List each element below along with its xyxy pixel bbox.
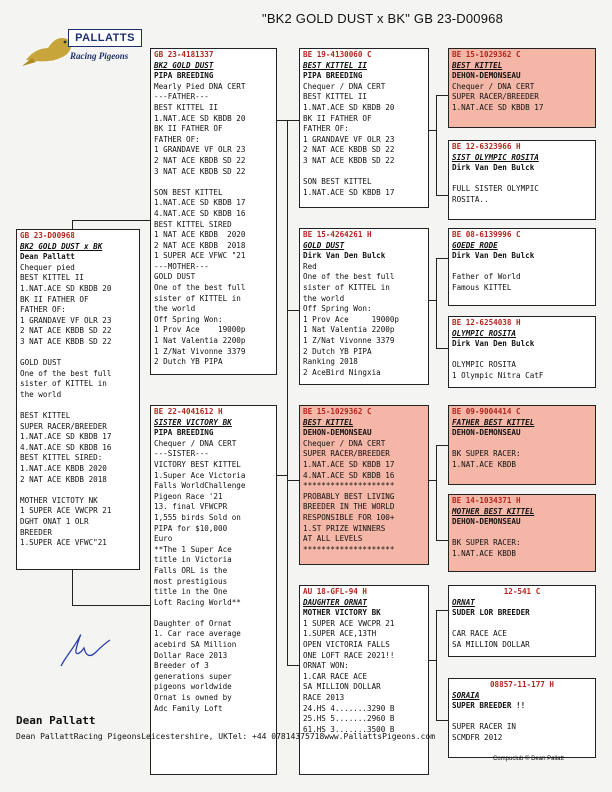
ggp-box-7 [448, 585, 596, 657]
detail-line: acebird SA Million [154, 640, 237, 650]
detail-line: BREEDER IN THE WORLD [303, 502, 395, 512]
ggp-details [452, 598, 592, 651]
detail-line: 1 SUPER ACE VWCPR 21 [20, 506, 112, 516]
detail-line: 1 Nat Valentia 2200p [303, 325, 395, 335]
ggp-box-5 [448, 405, 596, 485]
detail-line: DGHT ONAT 1 OLR [20, 517, 89, 527]
detail-line: BEST KITTEL [303, 417, 354, 427]
detail-line: SUPER RACER/BREEDER [20, 421, 107, 431]
detail-line [154, 177, 273, 188]
detail-line: Famous KITTEL [452, 282, 512, 292]
detail-line: sister of KITTEL in [154, 293, 241, 303]
detail-line: 1 GRANDAVE VF OLR 23 [303, 134, 395, 144]
detail-line: 3 NAT ACE KBDB SD 22 [20, 336, 112, 346]
detail-line: 1.NAT.ACE SD KBDB 20 [20, 283, 112, 293]
detail-line: 4.NAT.ACE SD KBDB 16 [303, 470, 395, 480]
detail-line [452, 712, 592, 723]
detail-line: MOTHER VICTOTY NK [20, 495, 98, 505]
detail-line: BK SUPER RACER: [452, 449, 521, 459]
detail-line: One of the best full [303, 272, 395, 282]
detail-line: SIST OLYMPIC ROSITA [452, 152, 539, 162]
detail-line: most prestigious [154, 576, 228, 586]
detail-line: Mearly Pied DNA CERT [154, 81, 246, 91]
detail-line: DEHON-DEMONSEAU [452, 428, 521, 438]
pedigree-title: "BK2 GOLD DUST x BK" GB 23-D00968 [262, 11, 504, 26]
detail-line: the world [303, 293, 345, 303]
detail-line: Breeder of 3 [154, 661, 209, 671]
detail-line: ROSITA.. [452, 194, 489, 204]
detail-line: 2 NAT ACE KBDB SD 22 [154, 155, 246, 165]
detail-line: GOLD DUST [303, 240, 345, 250]
detail-line: Dollar Race 2013 [154, 650, 228, 660]
detail-line: BK2 GOLD DUST x BK [20, 241, 103, 251]
detail-line: 1.NAT.ACE KBDB [452, 548, 517, 558]
detail-line: PIPA for $10,000 [154, 523, 228, 533]
detail-line: 61.HS 3.......3500 B [303, 724, 395, 734]
detail-line: 1 GRANDAVE VF OLR 23 [154, 145, 246, 155]
detail-line: GOLD DUST [154, 272, 196, 282]
detail-line: 1.ST PRIZE WINNERS [303, 523, 386, 533]
detail-line: Daughter of Ornat [154, 618, 232, 628]
detail-line [303, 167, 425, 178]
sire-details [154, 61, 273, 368]
detail-line: 1.NAT.ACE SD KBDB 17 [303, 187, 395, 197]
detail-line: ******************** [303, 544, 395, 554]
detail-line [452, 528, 592, 539]
detail-line: FATHER OF: [303, 124, 349, 134]
detail-line: 1 GRANDAVE VF OLR 23 [20, 315, 112, 325]
detail-line: 13. final VFWCPR [154, 502, 228, 512]
detail-line: www.PallattsPigeons.com [324, 731, 436, 741]
detail-line: AT ALL LEVELS [303, 534, 363, 544]
detail-line: the world [154, 304, 196, 314]
detail-line [452, 350, 592, 361]
detail-line: SUPER RACER/BREEDER [452, 92, 539, 102]
detail-line: DAUGHTER ORNAT [303, 597, 368, 607]
ggp-ring: BE 15-1029362 C [452, 50, 521, 59]
ggp-ring: BE 12-6323966 H [452, 142, 521, 151]
detail-line: SUPER BREEDER !! [452, 701, 526, 711]
detail-line: Chequer pied [20, 262, 75, 272]
detail-line: 1.SUPER ACE,13TH [303, 629, 377, 639]
ggp-box-1 [448, 48, 596, 128]
detail-line: Falls ORL is the [154, 565, 228, 575]
detail-line [20, 348, 136, 359]
detail-line [452, 439, 592, 450]
detail-line: Off Spring Won: [303, 304, 372, 314]
detail-line: Tel: +44 07814375718 [227, 731, 325, 741]
detail-line: Ranking 2018 [303, 357, 358, 367]
detail-line: Dean Pallatt [16, 731, 74, 741]
detail-line: ******************** [303, 481, 395, 491]
detail-line: FATHER OF: [20, 305, 66, 315]
detail-line: FATHER BEST KITTEL [452, 417, 535, 427]
detail-line: 4.NAT.ACE SD KBDB 16 [20, 442, 112, 452]
detail-line: BK SUPER RACER: [452, 538, 521, 548]
detail-line: PIPA BREEDING [303, 71, 363, 81]
detail-line: 3 NAT ACE KBDB SD 22 [154, 166, 246, 176]
granddam-paternal-box [299, 228, 429, 385]
ggp-details [452, 507, 592, 560]
subject-details [20, 242, 136, 549]
detail-line: BK II FATHER OF [154, 124, 223, 134]
ggp-ring: BE 14-1034371 H [452, 496, 521, 505]
detail-line: 4.NAT.ACE SD KBDB 16 [154, 208, 246, 218]
detail-line: SUDER LOR BREEDER [452, 608, 530, 618]
detail-line: GOEDE RODE [452, 240, 498, 250]
detail-line: 2 NAT ACE KBDB 2018 [154, 240, 246, 250]
detail-line: BEST KITTEL SIRED: [20, 453, 103, 463]
pallatts-logo [18, 18, 142, 76]
detail-line [154, 608, 273, 619]
detail-line: BEST KITTEL II [303, 60, 368, 70]
ggp-box-6 [448, 494, 596, 572]
detail-line: ORNAT WON: [303, 661, 349, 671]
detail-line: 1 Prov Ace 19000p [154, 325, 246, 335]
detail-line: RESPONSIBLE FOR 100+ [303, 512, 395, 522]
detail-line: 1.NAT.ACE KBDB [452, 459, 517, 469]
ggp-details [452, 329, 592, 382]
detail-line: Dirk Van Den Bulck [452, 251, 535, 261]
detail-line: Loft Racing World** [154, 597, 241, 607]
detail-line: Chequer / DNA CERT [303, 81, 386, 91]
grandsire-maternal-ring: BE 15-1029362 C [303, 407, 372, 416]
ggp-box-4 [448, 316, 596, 388]
contact-details [16, 731, 435, 743]
detail-line: ORNAT [452, 597, 475, 607]
ggp-box-8 [448, 678, 596, 758]
detail-line: SCMDFR 2012 [452, 732, 503, 742]
detail-line: 1.NAT.ACE SD KBDB 20 [154, 113, 246, 123]
detail-line: **The 1 Super Ace [154, 544, 232, 554]
detail-line: OLYMPIC ROSITA [452, 328, 517, 338]
ggp-details [452, 61, 592, 114]
detail-line: CAR RACE ACE [452, 629, 507, 639]
contact-name: Dean Pallatt [16, 714, 96, 727]
detail-line: Chequer / DNA CERT [452, 81, 535, 91]
detail-line: 1 Olympic Nitra CatF [452, 370, 544, 380]
detail-line: MOTHER BEST KITTEL [452, 506, 535, 516]
detail-line: BREEDER [20, 527, 53, 537]
ggp-details [452, 691, 592, 744]
detail-line: MOTHER VICTORY BK [303, 608, 381, 618]
detail-line: DEHON-DEMONSEAU [452, 71, 521, 81]
detail-line: FATHER OF: [154, 134, 200, 144]
detail-line: 1.NAT.ACE SD KBDB 17 [452, 102, 544, 112]
detail-line: Chequer / DNA CERT [154, 438, 237, 448]
detail-line: 1.NAT.ACE SD KBDB 17 [20, 432, 112, 442]
detail-line: 1. Car race average [154, 629, 241, 639]
detail-line [452, 262, 592, 273]
detail-line: One of the best full [154, 283, 246, 293]
logo-name: PALLATTS [68, 29, 142, 47]
detail-line: Dean Pallatt [20, 252, 75, 262]
detail-line: BEST KITTEL [20, 411, 71, 421]
detail-line: One of the best full [20, 368, 112, 378]
detail-line: 3 NAT ACE KBDB SD 22 [303, 155, 395, 165]
detail-line: Off Spring Won: [154, 314, 223, 324]
detail-line: title in Victoria [154, 555, 232, 565]
detail-line: 2 NAT ACE KBDB 2018 [20, 474, 107, 484]
detail-line: 1.SUPER ACE VFWC"21 [20, 538, 107, 548]
detail-line: 1 Z/Nat Vivonne 3379 [303, 335, 395, 345]
detail-line: Leicestershire, UK [141, 731, 228, 741]
detail-line: 1.NAT.ACE SD KBDB 20 [303, 102, 395, 112]
detail-line: BK II FATHER OF [303, 113, 372, 123]
detail-line: sister of KITTEL in [20, 379, 107, 389]
detail-line: 2 Dutch YB PIPA [303, 346, 372, 356]
dam-details [154, 418, 273, 715]
sire-ring: GB 23-4181337 [154, 50, 214, 59]
detail-line: BK2 GOLD DUST [154, 60, 214, 70]
detail-line: title in the One [154, 587, 228, 597]
detail-line: SON BEST KITTEL [154, 187, 223, 197]
detail-line: ONE LOFT RACE 2021!! [303, 650, 395, 660]
detail-line: BEST KITTEL [452, 60, 503, 70]
detail-line: SISTER VICTORY BK [154, 417, 232, 427]
ggp-ring: BE 12-6254038 H [452, 318, 521, 327]
detail-line [20, 485, 136, 496]
detail-line: OPEN VICTORIA FALLS [303, 639, 390, 649]
detail-line: DEHON-DEMONSEAU [452, 517, 521, 527]
detail-line: SUPER RACER IN [452, 722, 517, 732]
footer-credit: Compuclub © Dean Pallatt [493, 756, 564, 762]
detail-line: Pigeon Race '21 [154, 491, 223, 501]
ggp-ring: BE 08-6139996 C [452, 230, 521, 239]
detail-line: PIPA BREEDING [154, 428, 214, 438]
granddam-maternal-box [299, 585, 429, 775]
detail-line: SON BEST KITTEL [303, 177, 372, 187]
detail-line: Ornat is owned by [154, 693, 232, 703]
grandsire-maternal-details [303, 418, 425, 556]
detail-line: DEHON-DEMONSEAU [303, 428, 372, 438]
detail-line [452, 619, 592, 630]
detail-line: Adc Family Loft [154, 703, 223, 713]
detail-line: 1.NAT.ACE SD KBDB 17 [303, 459, 395, 469]
ggp-ring: BE 09-9004414 C [452, 407, 521, 416]
detail-line: 1 Prov Ace 19000p [303, 314, 400, 324]
sire-box [150, 48, 277, 375]
ggp-details [452, 153, 592, 206]
detail-line: 1,555 birds Sold on [154, 512, 241, 522]
detail-line: 1 SUPER ACE VWCPR 21 [303, 618, 395, 628]
detail-line: 1 Z/Nat Vivonne 3379 [154, 346, 246, 356]
detail-line: Red [303, 261, 317, 271]
detail-line: 1 SUPER ACE VFWC "21 [154, 251, 246, 261]
detail-line: sister of KITTEL in [303, 282, 390, 292]
detail-line: BEST KITTEL SIRED [154, 219, 232, 229]
detail-line [20, 401, 136, 412]
detail-line: ---MOTHER--- [154, 261, 209, 271]
granddam-paternal-details [303, 241, 425, 379]
detail-line: 1.NAT.ACE SD KBDB 17 [154, 198, 246, 208]
detail-line: the world [20, 389, 62, 399]
detail-line: Chequer / DNA CERT [303, 438, 386, 448]
detail-line: SA MILLION DOLLAR [303, 682, 381, 692]
detail-line: PROBABLY BEST LIVING [303, 491, 395, 501]
subject-ring: GB 23-D00968 [20, 231, 75, 240]
detail-line: RACE 2013 [303, 692, 345, 702]
detail-line: BEST KITTEL II [20, 273, 85, 283]
detail-line: 2 Dutch YB PIPA [154, 357, 223, 367]
detail-line: 24.HS 4.......3290 B [303, 703, 395, 713]
ggp-box-2 [448, 140, 596, 220]
detail-line: PIPA BREEDING [154, 71, 214, 81]
detail-line: OLYMPIC ROSITA [452, 360, 517, 370]
ggp-ring: 08857-11-177 H [489, 680, 554, 689]
detail-line: VICTORY BEST KITTEL [154, 459, 241, 469]
detail-line: 2 NAT ACE KBDB SD 22 [20, 326, 112, 336]
detail-line: SUPER RACER/BREEDER [303, 449, 390, 459]
detail-line: BK II FATHER OF [20, 294, 89, 304]
detail-line: FULL SISTER OLYMPIC [452, 184, 539, 194]
detail-line: 1.CAR RACE ACE [303, 671, 368, 681]
ggp-box-3 [448, 228, 596, 306]
detail-line: 1.NAT.ACE KBDB 2020 [20, 464, 107, 474]
contact-block [16, 715, 435, 742]
detail-line: Dirk Van Den Bulck [452, 339, 535, 349]
ggp-ring: 12-541 C [503, 587, 541, 596]
detail-line: ---FATHER--- [154, 92, 209, 102]
detail-line: ---SISTER--- [154, 449, 209, 459]
grandsire-maternal-box [299, 405, 429, 565]
detail-line: GOLD DUST [20, 358, 62, 368]
subject-pigeon-box [16, 229, 140, 570]
detail-line: 2 NAT ACE KBDB SD 22 [303, 145, 395, 155]
detail-line: Dirk Van Den Bulck [303, 251, 386, 261]
grandsire-paternal-ring: BE 19-4130060 C [303, 50, 372, 59]
signature-mark [56, 626, 116, 676]
detail-line: pigeons worldwide [154, 682, 232, 692]
detail-line: Father of World [452, 272, 521, 282]
logo-tagline: Racing Pigeons [70, 51, 129, 61]
granddam-maternal-ring: AU 18-GFL-94 H [303, 587, 368, 596]
detail-line: Racing Pigeons [73, 731, 142, 741]
detail-line: generations super [154, 671, 232, 681]
detail-line: BEST KITTEL II [303, 92, 368, 102]
detail-line: 2 AceBird Ningxia [303, 367, 381, 377]
detail-line: Euro [154, 534, 173, 544]
dam-ring: BE 22-4041612 H [154, 407, 223, 416]
detail-line [452, 174, 592, 185]
granddam-paternal-ring: BE 15-4264261 H [303, 230, 372, 239]
detail-line: 1 NAT ACE KBDB 2020 [154, 230, 246, 240]
detail-line: 1.Super Ace Victoria [154, 470, 246, 480]
detail-line: Falls WorldChallenge [154, 481, 246, 491]
detail-line: SORAIA [452, 690, 480, 700]
grandsire-paternal-box [299, 48, 429, 208]
detail-line: BEST KITTEL II [154, 102, 219, 112]
grandsire-paternal-details [303, 61, 425, 199]
detail-line: 25.HS 5.......2960 B [303, 714, 395, 724]
ggp-details [452, 241, 592, 294]
ggp-details [452, 418, 592, 471]
detail-line: SA MILLION DOLLAR [452, 639, 530, 649]
detail-line: 1 Nat Valentia 2200p [154, 336, 246, 346]
detail-line: Dirk Van Den Bulck [452, 163, 535, 173]
